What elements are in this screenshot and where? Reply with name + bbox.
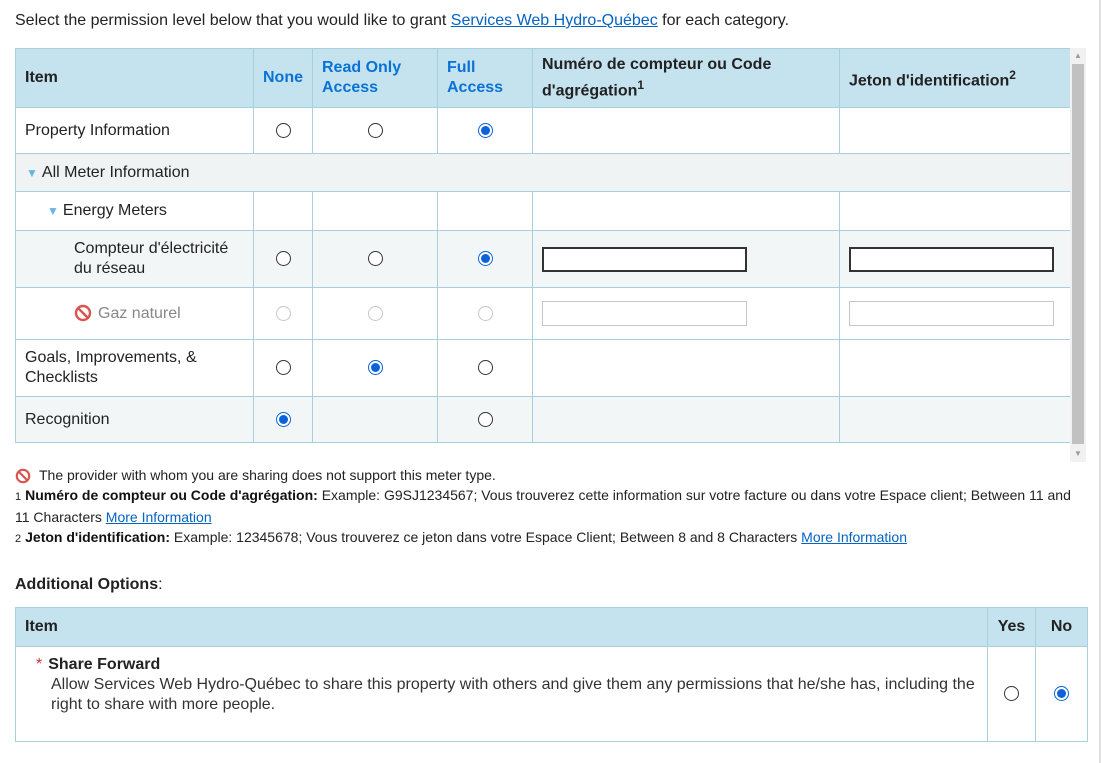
radio-property-read-only[interactable] bbox=[368, 123, 383, 138]
radio-goals-read-only[interactable] bbox=[368, 360, 383, 375]
gas-token-input bbox=[849, 301, 1054, 326]
scroll-up-icon[interactable]: ▲ bbox=[1074, 51, 1082, 60]
header-item: Item bbox=[16, 49, 254, 108]
collapse-triangle-icon: ▼ bbox=[26, 165, 38, 180]
radio-recognition-full[interactable] bbox=[478, 412, 493, 427]
row-label: Recognition bbox=[16, 397, 254, 443]
radio-gas-none bbox=[276, 306, 291, 321]
header-yes: Yes bbox=[988, 608, 1036, 647]
required-marker: * bbox=[36, 656, 43, 673]
scroll-thumb[interactable] bbox=[1072, 64, 1084, 444]
radio-goals-full[interactable] bbox=[478, 360, 493, 375]
footnote-1: 1 Numéro de compteur ou Code d'agrégation: Example: G9SJ1234567; Vous trouverez cette information sur votre facture ou dans votre Espace client; Between 11 and 11 Characters More Information bbox=[15, 487, 1071, 525]
row-property-information bbox=[16, 108, 1071, 154]
unsupported-icon bbox=[15, 468, 31, 484]
row-recognition bbox=[16, 397, 1071, 443]
permissions-table bbox=[15, 48, 1071, 443]
radio-share-forward-no[interactable] bbox=[1054, 686, 1069, 701]
toggle-all-meter-information[interactable] bbox=[16, 154, 1071, 192]
radio-property-full[interactable] bbox=[478, 123, 493, 138]
row-electricity-meter bbox=[16, 231, 1071, 288]
permissions-table-container bbox=[15, 48, 1070, 443]
header-no: No bbox=[1036, 608, 1088, 647]
more-information-link-1[interactable]: More Information bbox=[105, 509, 212, 525]
table-scrollbar[interactable] bbox=[1070, 48, 1086, 462]
row-natural-gas bbox=[16, 288, 1071, 340]
radio-electricity-read-only[interactable] bbox=[368, 251, 383, 266]
radio-share-forward-yes[interactable] bbox=[1004, 686, 1019, 701]
header-read-only[interactable]: Read Only Access bbox=[313, 49, 438, 108]
radio-property-none[interactable] bbox=[276, 123, 291, 138]
row-label: Gaz naturel bbox=[98, 304, 181, 322]
header-item: Item bbox=[16, 608, 988, 647]
more-information-link-2[interactable]: More Information bbox=[801, 529, 907, 545]
header-meter-number: Numéro de compteur ou Code d'agrégation$^1$ bbox=[533, 49, 840, 108]
additional-options-header bbox=[16, 608, 1088, 647]
share-forward-description: Allow Services Web Hydro-Québec to share this property with others and give them any permissions that he/she has, including the right to share with more people. bbox=[51, 676, 975, 713]
unsupported-note: The provider with whom you are sharing does not support this meter type. bbox=[15, 465, 1085, 485]
header-full-access[interactable]: Full Access bbox=[438, 49, 533, 108]
header-none[interactable]: None bbox=[254, 49, 313, 108]
permissions-header-row bbox=[16, 49, 1071, 108]
share-forward-title: Share Forward bbox=[48, 656, 161, 673]
gas-meter-number-input bbox=[542, 301, 747, 326]
radio-gas-full bbox=[478, 306, 493, 321]
additional-options-table bbox=[15, 607, 1088, 742]
radio-goals-none[interactable] bbox=[276, 360, 291, 375]
radio-recognition-none[interactable] bbox=[276, 412, 291, 427]
row-label: Goals, Improvements, & Checklists bbox=[16, 340, 254, 397]
toggle-energy-meters[interactable] bbox=[16, 192, 254, 231]
row-energy-meters bbox=[16, 192, 1071, 231]
provider-link[interactable]: Services Web Hydro-Québec bbox=[450, 12, 658, 29]
radio-electricity-none[interactable] bbox=[276, 251, 291, 266]
unsupported-icon bbox=[74, 304, 92, 322]
scroll-down-icon[interactable]: ▼ bbox=[1074, 449, 1082, 458]
token-input[interactable] bbox=[849, 247, 1054, 272]
radio-gas-read-only bbox=[368, 306, 383, 321]
row-share-forward bbox=[16, 647, 1088, 742]
intro-suffix: for each category. bbox=[657, 12, 790, 29]
row-label: Compteur d'électricité du réseau bbox=[16, 231, 254, 288]
row-goals bbox=[16, 340, 1071, 397]
collapse-triangle-icon: ▼ bbox=[47, 204, 59, 218]
row-all-meter-information bbox=[16, 154, 1071, 192]
intro-prefix: Select the permission level below that you would like to grant bbox=[15, 12, 451, 29]
meter-number-input[interactable] bbox=[542, 247, 747, 272]
additional-options-title: Additional Options: bbox=[15, 576, 163, 593]
footnotes bbox=[15, 465, 1085, 549]
intro-text bbox=[15, 12, 789, 30]
row-label: Energy Meters bbox=[62, 202, 167, 219]
radio-electricity-full[interactable] bbox=[478, 251, 493, 266]
header-token: Jeton d'identification$^2$ bbox=[840, 49, 1071, 108]
footnote-2: 2 Jeton d'identification: Example: 12345678; Vous trouverez ce jeton dans votre Espace Client; Between 8 and 8 Characters More Information bbox=[15, 529, 907, 545]
row-label: Property Information bbox=[16, 108, 254, 154]
row-label: All Meter Information bbox=[41, 163, 190, 181]
